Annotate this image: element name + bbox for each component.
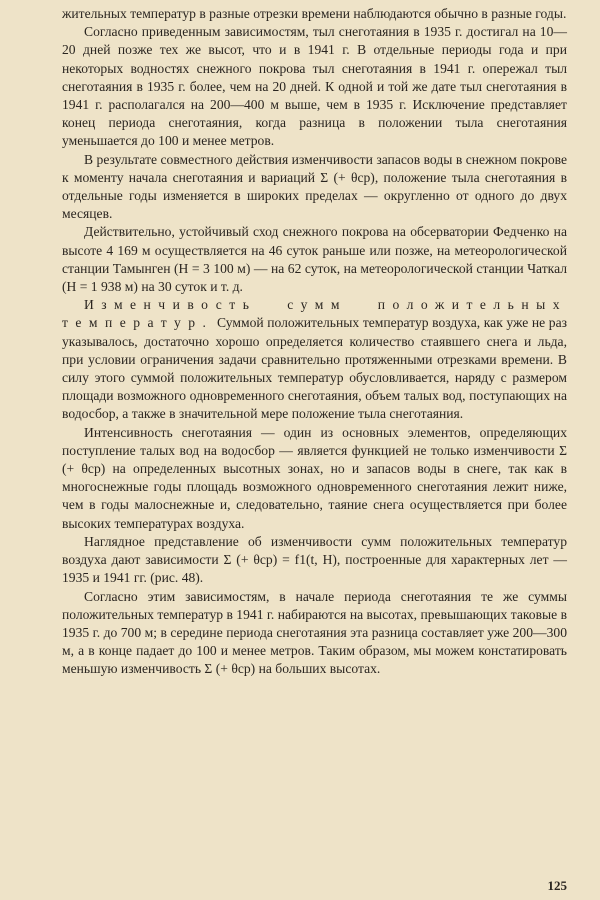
body-text bbox=[62, 5, 567, 679]
section-positive-temperatures bbox=[62, 296, 567, 423]
paragraph-dependencies: Наглядное представление об изменчивости сумм положительных температур воздуха дают зависимости Σ (+ θср) = f1(t, H), построенные для характерных лет — 1935 и 1941 гг. (рис. 48). bbox=[62, 533, 567, 586]
section-text: Суммой положительных температур воздуха, как уже не раз указывалось, достаточно хорошо определяется количество стаявшего снега и льда, при условии ограничения задачи сравнительно протяженными отрезками времени. В силу этого суммой положительных температур обусловливается, наряду с размером площади возможного одновременного снеготаяния, объем талых вод, поступающих на водосбор, а также в значительной мере положение тыла снеготаяния. bbox=[62, 315, 567, 422]
paragraph-continuation: жительных температур в разные отрезки времени наблюдаются обычно в разные годы. bbox=[62, 6, 567, 21]
paragraph-combined-action: В результате совместного действия изменчивости запасов воды в снежном покрове к моменту начала снеготаяния и вариаций Σ (+ θср), положение тыла снеготаяния в отдельные годы изменяется в широких пределах — округленно от одного до двух месяцев. bbox=[62, 151, 567, 222]
paragraph-snowmelt-rear: Согласно приведенным зависимостям, тыл снеготаяния в 1935 г. достигал на 10—20 дней позже тех же высот, что и в 1941 г. В отдельные периоды года и при некоторых водностях снежного покрова тыл снеготаяния в 1941 г. опережал тыл снеготаяния в 1935 г. более, чем на 20 дней. К одной и той же дате тыл снеготаяния в 1941 г. располагался на 200—400 м выше, чем в 1935 г. Исключение представляет конец периода снеготаяния, когда разница в положении тыла снеготаяния уменьшается до 100 и менее метров. bbox=[62, 24, 567, 149]
paragraph-stations: Действительно, устойчивый сход снежного покрова на обсерватории Федченко на высоте 4 169 м осуществляется на 46 суток раньше или позже, на метеорологической станции Тамынген (H = 3 100 м) — на 62 суток, на метеорологической станции Чаткал (H = 1 938 м) на 30 суток и т. д. bbox=[62, 224, 567, 295]
paragraph-intensity: Интенсивность снеготаяния — один из основных элементов, определяющих поступление талых вод на водосбор — является функцией не только изменчивости Σ (+ θср) на определенных высотных зонах, но и запасов воды в снеге, так как в многоснежные годы площадь возможного одновременного снеготаяния лежит ниже, чем в годы малоснежные и, следовательно, таяние снега осуществляется при более высоких температурах воздуха. bbox=[62, 424, 567, 531]
page-number: 125 bbox=[547, 878, 567, 893]
section-heading: Изменчивость сумм положительных температур. bbox=[62, 297, 567, 331]
paragraph-conclusion: Согласно этим зависимостям, в начале периода снеготаяния те же суммы положительных температур в 1941 г. набираются на высотах, превышающих таковые в 1935 г. до 700 м; в середине периода снеготаяния эта разница составляет уже 200—300 м, а в конце падает до 100 и менее метров. Таким образом, мы можем констатировать меньшую изменчивость Σ (+ θср) на больших высотах. bbox=[62, 588, 567, 677]
